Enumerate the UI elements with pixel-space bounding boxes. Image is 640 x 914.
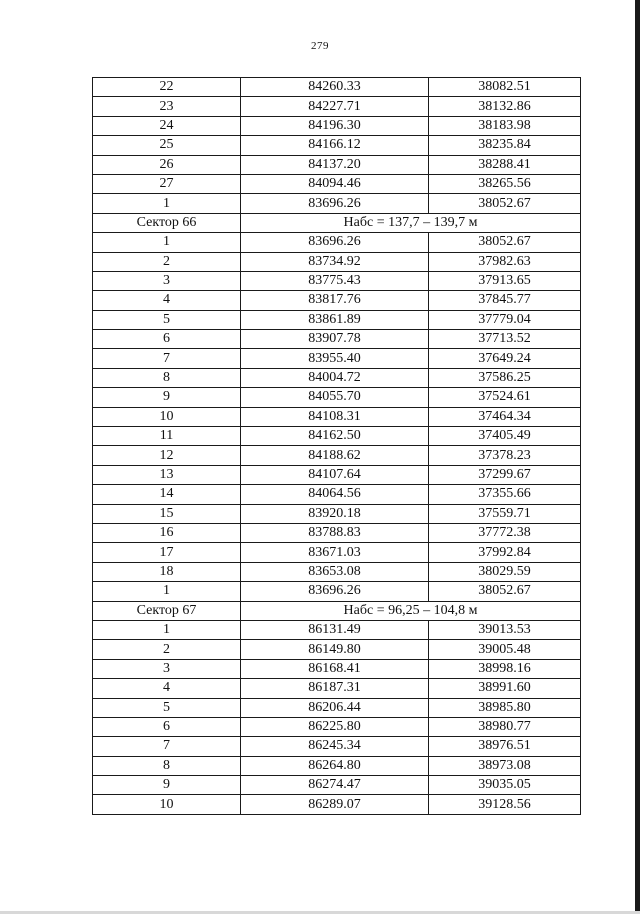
x-coordinate-cell: 83955.40 (241, 349, 429, 368)
table-row (93, 659, 581, 678)
point-number-cell: 17 (93, 543, 241, 562)
point-number-cell: 8 (93, 756, 241, 775)
table-row (93, 291, 581, 310)
table-row (93, 330, 581, 349)
x-coordinate-cell: 84004.72 (241, 368, 429, 387)
x-coordinate-cell: 84107.64 (241, 465, 429, 484)
coordinates-table-body (93, 78, 581, 815)
point-number-cell: 2 (93, 640, 241, 659)
x-coordinate-cell: 84166.12 (241, 136, 429, 155)
point-number-cell: 6 (93, 717, 241, 736)
x-coordinate-cell: 86264.80 (241, 756, 429, 775)
table-row (93, 155, 581, 174)
table-row (93, 485, 581, 504)
page-number: 279 (311, 40, 329, 52)
sector-header-row (93, 213, 581, 232)
y-coordinate-cell: 38183.98 (429, 116, 581, 135)
table-row (93, 116, 581, 135)
x-coordinate-cell: 83775.43 (241, 271, 429, 290)
y-coordinate-cell: 37845.77 (429, 291, 581, 310)
table-row (93, 698, 581, 717)
table-row (93, 543, 581, 562)
point-number-cell: 13 (93, 465, 241, 484)
y-coordinate-cell: 37464.34 (429, 407, 581, 426)
y-coordinate-cell: 39005.48 (429, 640, 581, 659)
x-coordinate-cell: 86289.07 (241, 795, 429, 814)
y-coordinate-cell: 38052.67 (429, 233, 581, 252)
x-coordinate-cell: 84196.30 (241, 116, 429, 135)
table-row (93, 194, 581, 213)
x-coordinate-cell: 83861.89 (241, 310, 429, 329)
point-number-cell: 24 (93, 116, 241, 135)
y-coordinate-cell: 38288.41 (429, 155, 581, 174)
x-coordinate-cell: 86187.31 (241, 679, 429, 698)
y-coordinate-cell: 37649.24 (429, 349, 581, 368)
table-row (93, 446, 581, 465)
point-number-cell: 10 (93, 795, 241, 814)
x-coordinate-cell: 83653.08 (241, 562, 429, 581)
y-coordinate-cell: 38985.80 (429, 698, 581, 717)
point-number-cell: 1 (93, 233, 241, 252)
point-number-cell: 9 (93, 388, 241, 407)
table-row (93, 427, 581, 446)
point-number-cell: 3 (93, 659, 241, 678)
table-row (93, 388, 581, 407)
table-row (93, 562, 581, 581)
table-row (93, 78, 581, 97)
point-number-cell: 11 (93, 427, 241, 446)
x-coordinate-cell: 83696.26 (241, 582, 429, 601)
point-number-cell: 4 (93, 679, 241, 698)
point-number-cell: 1 (93, 620, 241, 639)
sector-label: Сектор 66 (93, 213, 241, 232)
x-coordinate-cell: 84108.31 (241, 407, 429, 426)
point-number-cell: 7 (93, 737, 241, 756)
point-number-cell: 25 (93, 136, 241, 155)
table-row (93, 776, 581, 795)
y-coordinate-cell: 37913.65 (429, 271, 581, 290)
x-coordinate-cell: 84188.62 (241, 446, 429, 465)
table-row (93, 717, 581, 736)
table-row (93, 174, 581, 193)
y-coordinate-cell: 37772.38 (429, 523, 581, 542)
table-row (93, 640, 581, 659)
x-coordinate-cell: 86245.34 (241, 737, 429, 756)
y-coordinate-cell: 38052.67 (429, 194, 581, 213)
point-number-cell: 8 (93, 368, 241, 387)
sector-elevation: Набс = 137,7 – 139,7 м (241, 213, 581, 232)
y-coordinate-cell: 37559.71 (429, 504, 581, 523)
scan-edge-right (635, 0, 640, 914)
point-number-cell: 1 (93, 582, 241, 601)
x-coordinate-cell: 86149.80 (241, 640, 429, 659)
y-coordinate-cell: 39128.56 (429, 795, 581, 814)
x-coordinate-cell: 86168.41 (241, 659, 429, 678)
y-coordinate-cell: 37992.84 (429, 543, 581, 562)
y-coordinate-cell: 37713.52 (429, 330, 581, 349)
point-number-cell: 5 (93, 310, 241, 329)
table-row (93, 465, 581, 484)
point-number-cell: 22 (93, 78, 241, 97)
point-number-cell: 3 (93, 271, 241, 290)
table-row (93, 679, 581, 698)
x-coordinate-cell: 86131.49 (241, 620, 429, 639)
x-coordinate-cell: 83696.26 (241, 233, 429, 252)
table-row (93, 368, 581, 387)
y-coordinate-cell: 37779.04 (429, 310, 581, 329)
x-coordinate-cell: 86274.47 (241, 776, 429, 795)
point-number-cell: 27 (93, 174, 241, 193)
x-coordinate-cell: 83907.78 (241, 330, 429, 349)
y-coordinate-cell: 37378.23 (429, 446, 581, 465)
x-coordinate-cell: 83920.18 (241, 504, 429, 523)
y-coordinate-cell: 39013.53 (429, 620, 581, 639)
point-number-cell: 14 (93, 485, 241, 504)
point-number-cell: 7 (93, 349, 241, 368)
y-coordinate-cell: 38052.67 (429, 582, 581, 601)
y-coordinate-cell: 38265.56 (429, 174, 581, 193)
x-coordinate-cell: 86225.80 (241, 717, 429, 736)
point-number-cell: 16 (93, 523, 241, 542)
y-coordinate-cell: 39035.05 (429, 776, 581, 795)
table-row (93, 504, 581, 523)
x-coordinate-cell: 86206.44 (241, 698, 429, 717)
table-row (93, 620, 581, 639)
point-number-cell: 23 (93, 97, 241, 116)
table-row (93, 795, 581, 814)
table-row (93, 233, 581, 252)
y-coordinate-cell: 37299.67 (429, 465, 581, 484)
table-row (93, 97, 581, 116)
point-number-cell: 26 (93, 155, 241, 174)
x-coordinate-cell: 84162.50 (241, 427, 429, 446)
point-number-cell: 15 (93, 504, 241, 523)
y-coordinate-cell: 38973.08 (429, 756, 581, 775)
x-coordinate-cell: 83734.92 (241, 252, 429, 271)
sector-header-row (93, 601, 581, 620)
table-row (93, 349, 581, 368)
table-row (93, 271, 581, 290)
point-number-cell: 9 (93, 776, 241, 795)
x-coordinate-cell: 84227.71 (241, 97, 429, 116)
y-coordinate-cell: 37355.66 (429, 485, 581, 504)
y-coordinate-cell: 38082.51 (429, 78, 581, 97)
x-coordinate-cell: 84055.70 (241, 388, 429, 407)
table-row (93, 737, 581, 756)
y-coordinate-cell: 38998.16 (429, 659, 581, 678)
point-number-cell: 2 (93, 252, 241, 271)
table-row (93, 310, 581, 329)
point-number-cell: 12 (93, 446, 241, 465)
y-coordinate-cell: 38235.84 (429, 136, 581, 155)
x-coordinate-cell: 83788.83 (241, 523, 429, 542)
x-coordinate-cell: 84137.20 (241, 155, 429, 174)
y-coordinate-cell: 37405.49 (429, 427, 581, 446)
x-coordinate-cell: 83671.03 (241, 543, 429, 562)
y-coordinate-cell: 37982.63 (429, 252, 581, 271)
table-row (93, 252, 581, 271)
x-coordinate-cell: 84094.46 (241, 174, 429, 193)
y-coordinate-cell: 37524.61 (429, 388, 581, 407)
table-row (93, 136, 581, 155)
table-row (93, 407, 581, 426)
y-coordinate-cell: 38132.86 (429, 97, 581, 116)
sector-label: Сектор 67 (93, 601, 241, 620)
x-coordinate-cell: 83696.26 (241, 194, 429, 213)
point-number-cell: 5 (93, 698, 241, 717)
sector-elevation: Набс = 96,25 – 104,8 м (241, 601, 581, 620)
table-row (93, 582, 581, 601)
point-number-cell: 10 (93, 407, 241, 426)
point-number-cell: 4 (93, 291, 241, 310)
point-number-cell: 6 (93, 330, 241, 349)
x-coordinate-cell: 84064.56 (241, 485, 429, 504)
x-coordinate-cell: 84260.33 (241, 78, 429, 97)
x-coordinate-cell: 83817.76 (241, 291, 429, 310)
y-coordinate-cell: 37586.25 (429, 368, 581, 387)
y-coordinate-cell: 38991.60 (429, 679, 581, 698)
table-row (93, 523, 581, 542)
point-number-cell: 18 (93, 562, 241, 581)
y-coordinate-cell: 38029.59 (429, 562, 581, 581)
point-number-cell: 1 (93, 194, 241, 213)
table-row (93, 756, 581, 775)
y-coordinate-cell: 38980.77 (429, 717, 581, 736)
coordinates-table (92, 77, 581, 815)
y-coordinate-cell: 38976.51 (429, 737, 581, 756)
